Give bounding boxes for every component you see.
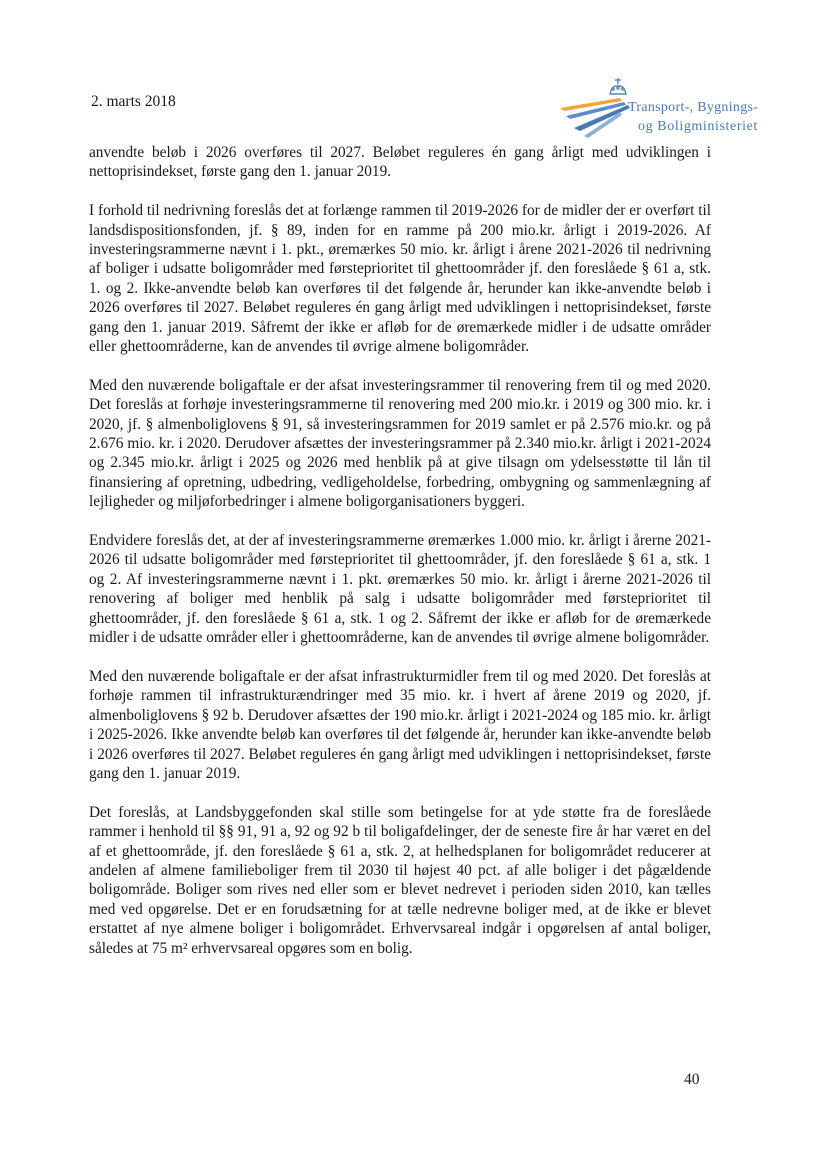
paragraph: Endvidere foreslås det, at der af investeringsrammerne øremærkes 1.000 mio. kr. årligt i årerne 2021-2026 til udsatte boligområder med førsteprioritet til ghettoområder, jf. den foreslåede § 61 a, stk. 1 og 2. Af investeringsrammerne nævnt i 1. pkt. øremærkes 50 mio. kr. årligt i årerne 2021-2026 til renovering af boliger med henblik på salg i udsatte boligområder med førsteprioritet til ghettoområder, jf. den foreslåede § 61 a, stk. 1 og 2. Såfremt der ikke er afløb for de øremærkede midler i de udsatte områder eller i ghettoområderne, kan de anvendes til øvrige almene boligområder. [89,532,711,647]
page-number: 40 [684,1071,700,1088]
paragraph: Med den nuværende boligaftale er der afsat investeringsrammer til renovering frem til og med 2020. Det foreslås at forhøje investeringsrammerne til renovering med 200 mio.kr. i 2019 og 300 mio. kr. i 2020, jf. § almenboliglovens § 91, så investeringsrammen for 2019 samlet er på 2.576 mio.kr. og på 2.676 mio. kr. i 2020. Derudover afsættes der investeringsrammer på 2.340 mio.kr. årligt i 2021-2024 og 2.345 mio.kr. årligt i 2025 og 2026 med henblik på at give tilsagn om ydelsesstøtte til lån til finansiering af opretning, udbedring, vedligeholdelse, forbedring, ombygning og sammenlægning af lejligheder og miljøforbedringer i almene boligorganisationers byggeri. [89,376,711,511]
logo-text-line2: og Boligministeriet [638,119,758,134]
document-date: 2. marts 2018 [91,93,176,110]
paragraph: anvendte beløb i 2026 overføres til 2027. Beløbet reguleres én gang årligt med udviklingen i nettoprisindekset, første gang den 1. januar 2019. [89,144,711,181]
paragraph: I forhold til nedrivning foreslås det at forlænge rammen til 2019-2026 for de midler der er overført til landsdispositionsfonden, jf. § 89, inden for en ramme på 200 mio.kr. årligt i 2019-2026. Af investeringsrammerne nævnt i 1. pkt., øremærkes 50 mio. kr. årligt i årene 2021-2026 til nedrivning af boliger i udsatte boligområder med førsteprioritet til ghettoområder jf. den foreslåede § 61 a, stk. 1. og 2. Ikke-anvendte beløb kan overføres til det følgende år, herunder kan ikke-anvendte beløb i 2026 overføres til 2027. Beløbet reguleres én gang årligt med udviklingen i nettoprisindekset, første gang den 1. januar 2019. Såfremt der ikke er afløb for de øremærkede midler i de udsatte områder eller ghettoområderne, kan de anvendes til øvrige almene boligområder. [89,202,711,356]
paragraph: Med den nuværende boligaftale er der afsat infrastrukturmidler frem til og med 2020. Det foreslås at forhøje rammen til infrastrukturændringer med 35 mio. kr. i hvert af årene 2019 og 2020, jf. almenboliglovens § 92 b. Derudover afsættes der 190 mio.kr. årligt i 2021-2024 og 185 mio. kr. årligt i 2025-2026. Ikke anvendte beløb kan overføres til det følgende år, herunder kan ikke-anvendte beløb i 2026 overføres til 2027. Beløbet reguleres én gang årligt med udviklingen i nettoprisindekset, første gang den 1. januar 2019. [89,667,711,782]
logo-text-line1: Transport-, Bygnings- [628,100,759,115]
ministry-logo [558,74,768,140]
paragraph: Det foreslås, at Landsbyggefonden skal stille som betingelse for at yde støtte fra de foreslåede rammer i henhold til §§ 91, 91 a, 92 og 92 b til boligafdelinger, der de seneste fire år har været en del af et ghettoområde, jf. den foreslåede § 61 a, stk. 2, at helhedsplanen for boligområdet reducerer at andelen af almene familieboliger frem til 2030 til højest 40 pct. af alle boliger i det pågældende boligområde. Boliger som rives ned eller som er blevet nedrevet i perioden siden 2010, kan tælles med ved opgørelse. Det er en forudsætning for at tælle nedrevne boliger med, at de ikke er blevet erstattet af nye almene boliger i boligområdet. Erhvervsareal indgår i opgørelsen af antal boliger, således at 75 m² erhvervsareal opgøres som en bolig. [89,803,711,957]
document-body [89,143,711,977]
